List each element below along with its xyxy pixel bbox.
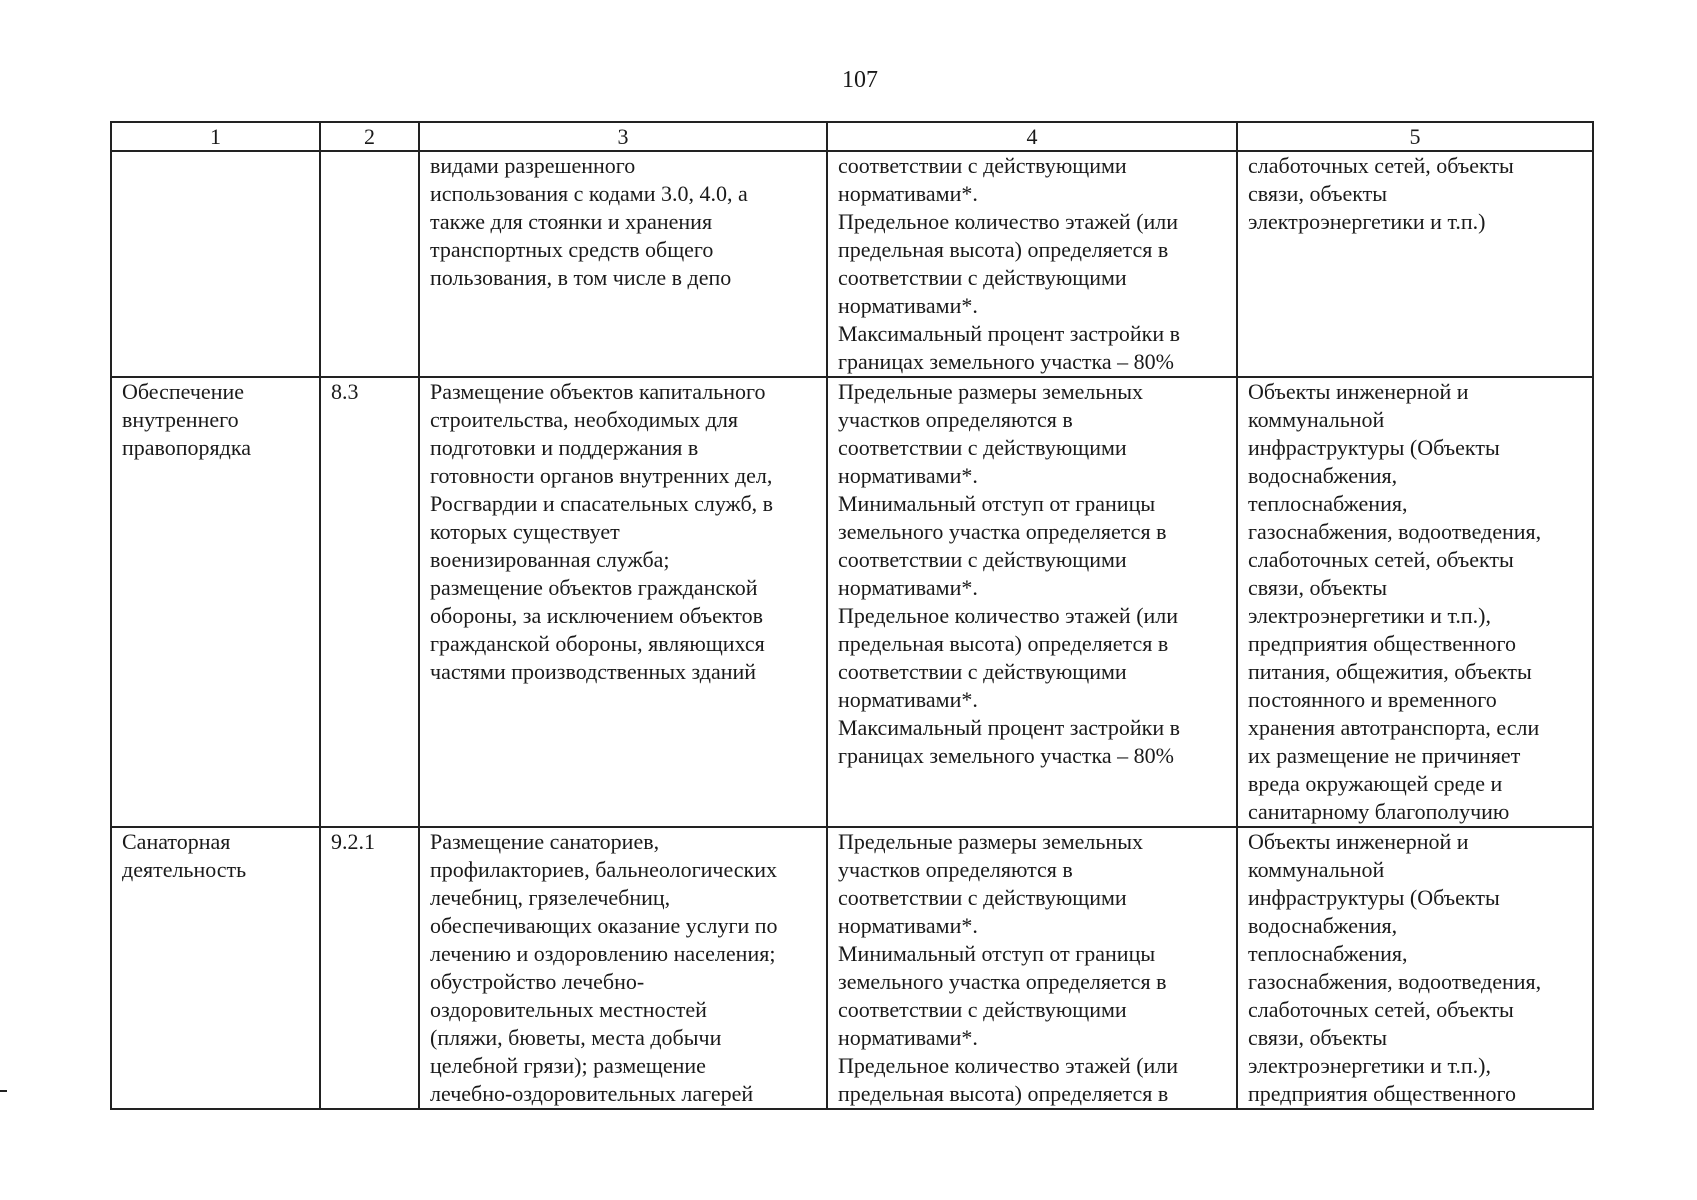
use-description-cell: Размещение объектов капитального строительства, необходимых для подготовки и поддержания в готовности органов внутренних дел, Росгвардии и спасательных служб, в которых существует военизированная служба; размещение объектов гражданской обороны, за исключением объектов гражданской обороны, являющихся частями производственных зданий [419, 377, 827, 827]
use-name-cell: Санаторная деятельность [111, 827, 320, 1109]
use-description-cell: видами разрешенного использования с кодами 3.0, 4.0, а также для стоянки и хранения транспортных средств общего пользования, в том числе в депо [419, 151, 827, 377]
header-col-3: 3 [419, 122, 827, 151]
parameters-cell: Предельные размеры земельных участков определяются в соответствии с действующими нормативами*. Минимальный отступ от границы земельного участка определяется в соответствии с действующими нормативами*. Предельное количество этажей (или предельная высота) определяется в соответствии с действующими нормативами*. Максимальный процент застройки в границах земельного участка – 80% [827, 377, 1237, 827]
margin-mark [0, 1090, 7, 1092]
table-row [111, 377, 1593, 827]
table-header [111, 122, 1593, 151]
parameters-cell: соответствии с действующими нормативами*. Предельное количество этажей (или предельная высота) определяется в соответствии с действующими нормативами*. Максимальный процент застройки в границах земельного участка – 80% [827, 151, 1237, 377]
use-name-cell [111, 151, 320, 377]
accessory-uses-cell: слаботочных сетей, объекты связи, объекты электроэнергетики и т.п.) [1237, 151, 1593, 377]
header-col-5: 5 [1237, 122, 1593, 151]
use-code-cell: 9.2.1 [320, 827, 419, 1109]
header-col-1: 1 [111, 122, 320, 151]
header-col-4: 4 [827, 122, 1237, 151]
use-description-cell: Размещение санаториев, профилакториев, бальнеологических лечебниц, грязелечебниц, обеспечивающих оказание услуги по лечению и оздоровлению населения; обустройство лечебно- оздоровительных местностей (пляжи, бюветы, места добычи целебной грязи); размещение лечебно-оздоровительных лагерей [419, 827, 827, 1109]
page-number: 107 [842, 67, 878, 93]
header-col-2: 2 [320, 122, 419, 151]
accessory-uses-cell: Объекты инженерной и коммунальной инфраструктуры (Объекты водоснабжения, теплоснабжения, газоснабжения, водоотведения, слаботочных сетей, объекты связи, объекты электроэнергетики и т.п.), предприятия общественного [1237, 827, 1593, 1109]
accessory-uses-cell: Объекты инженерной и коммунальной инфраструктуры (Объекты водоснабжения, теплоснабжения, газоснабжения, водоотведения, слаботочных сетей, объекты связи, объекты электроэнергетики и т.п.), предприятия общественного питания, общежития, объекты постоянного и временного хранения автотранспорта, если их размещение не причиняет вреда окружающей среде и санитарному благополучию [1237, 377, 1593, 827]
use-code-cell: 8.3 [320, 377, 419, 827]
header-row [111, 122, 1593, 151]
use-code-cell [320, 151, 419, 377]
use-name-cell: Обеспечение внутреннего правопорядка [111, 377, 320, 827]
parameters-cell: Предельные размеры земельных участков определяются в соответствии с действующими нормативами*. Минимальный отступ от границы земельного участка определяется в соответствии с действующими нормативами*. Предельное количество этажей (или предельная высота) определяется в [827, 827, 1237, 1109]
table-row [111, 827, 1593, 1109]
table-row [111, 151, 1593, 377]
regulations-table [110, 121, 1594, 1110]
